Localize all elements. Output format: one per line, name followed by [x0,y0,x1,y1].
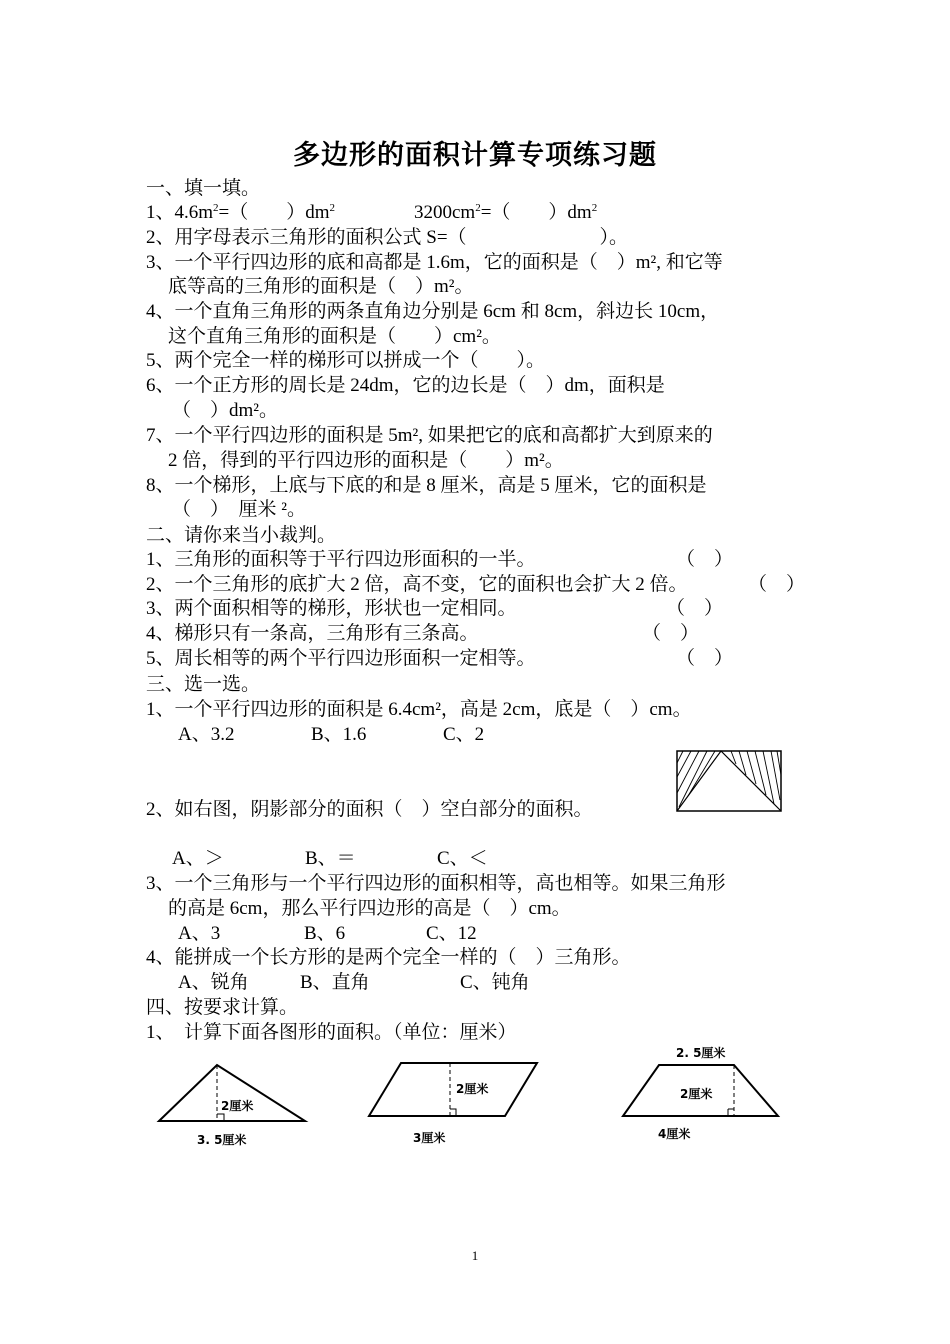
section-4-heading: 四、按要求计算。 [146,997,299,1018]
answer-bracket: （ ） [666,598,724,619]
option-c: C、＜ [437,848,488,869]
triangle-height-label: 2厘米 [221,1099,254,1113]
question-3-2: 2、如右图，阴影部分的面积（ ）空白部分的面积。 [146,799,593,820]
shaded-rectangle-figure [676,750,784,814]
option-b: B、1.6 [311,724,367,745]
question-1-1b: $3200cm^2=$（ ）$dm^2$ [414,202,598,223]
question-4-1: 1、 计算下面各图形的面积。（单位：厘米） [146,1022,517,1043]
question-1-4-line2: 这个直角三角形的面积是（ ）cm²。 [168,326,501,347]
question-3-3-line1: 3、一个三角形与一个平行四边形的面积相等，高也相等。如果三角形 [146,873,726,894]
page-number: 1 [471,1248,479,1263]
page-title: 多边形的面积计算专项练习题 [293,140,657,171]
trapezoid-top-label: 2. 5厘米 [676,1046,726,1060]
question-1-7-line2: 2 倍，得到的平行四边形的面积是（ ）m²。 [168,450,564,471]
answer-bracket: （ ） [676,549,734,570]
question-1-2: 2、用字母表示三角形的面积公式 S=（ ）。 [146,227,629,248]
triangle-figure [155,1058,315,1153]
question-1-7-line1: 7、一个平行四边形的面积是 5m², 如果把它的底和高都扩大到原来的 [146,425,713,446]
option-a: A、锐角 [178,972,249,993]
question-1-8-line2: （ ） 厘米 ²。 [172,499,306,520]
triangle-base-label: 3. 5厘米 [197,1133,247,1147]
section-3-heading: 三、选一选。 [146,674,261,695]
question-1-5: 5、两个完全一样的梯形可以拼成一个（ ）。 [146,350,546,371]
option-c: C、钝角 [460,972,530,993]
question-3-4: 4、能拼成一个长方形的是两个完全一样的（ ）三角形。 [146,947,631,968]
section-2-heading: 二、请你来当小裁判。 [146,525,337,546]
question-2-3: 3、两个面积相等的梯形，形状也一定相同。 [146,598,517,619]
option-c: C、12 [426,923,477,944]
question-3-1: 1、一个平行四边形的面积是 6.4cm²，高是 2cm，底是（ ）cm。 [146,699,692,720]
question-1-3-line2: 底等高的三角形的面积是（ ）m²。 [168,276,474,297]
option-a: A、＞ [172,848,224,869]
trapezoid-height-label: 2厘米 [680,1087,713,1101]
trapezoid-figure [618,1040,818,1150]
question-1-3-line1: 3、一个平行四边形的底和高都是 1.6m，它的面积是（ ）m², 和它等 [146,252,723,273]
option-b: B、＝ [305,848,356,869]
question-1-4-line1: 4、一个直角三角形的两条直角边分别是 6cm 和 8cm，斜边长 10cm， [146,301,720,322]
question-2-2: 2、一个三角形的底扩大 2 倍，高不变，它的面积也会扩大 2 倍。 [146,574,688,595]
section-1-heading: 一、填一填。 [146,178,261,199]
option-a: A、3 [178,923,221,944]
option-a: A、3.2 [178,724,235,745]
question-1-1: 1、$4.6m^2=$（ ）$dm^2$ [146,202,336,223]
question-2-1: 1、三角形的面积等于平行四边形面积的一半。 [146,549,536,570]
answer-bracket: （ ） [676,648,734,669]
question-1-6-line1: 6、一个正方形的周长是 24dm，它的边长是（ ）dm，面积是 [146,375,665,396]
parallelogram-height-label: 2厘米 [456,1082,489,1096]
question-2-5: 5、周长相等的两个平行四边形面积一定相等。 [146,648,536,669]
question-3-3-line2: 的高是 6cm，那么平行四边形的高是（ ）cm。 [168,898,571,919]
question-1-8-line1: 8、一个梯形，上底与下底的和是 8 厘米，高是 5 厘米，它的面积是 [146,475,707,496]
trapezoid-bottom-label: 4厘米 [658,1127,691,1141]
answer-bracket: （ ） [642,623,700,644]
question-1-6-line2: （ ）dm²。 [172,400,278,421]
answer-bracket: （ ） [748,574,806,595]
option-b: B、直角 [300,972,370,993]
option-b: B、6 [304,923,346,944]
parallelogram-base-label: 3厘米 [413,1131,446,1145]
parallelogram-figure [365,1056,550,1151]
question-2-4: 4、梯形只有一条高，三角形有三条高。 [146,623,479,644]
option-c: C、2 [443,724,485,745]
